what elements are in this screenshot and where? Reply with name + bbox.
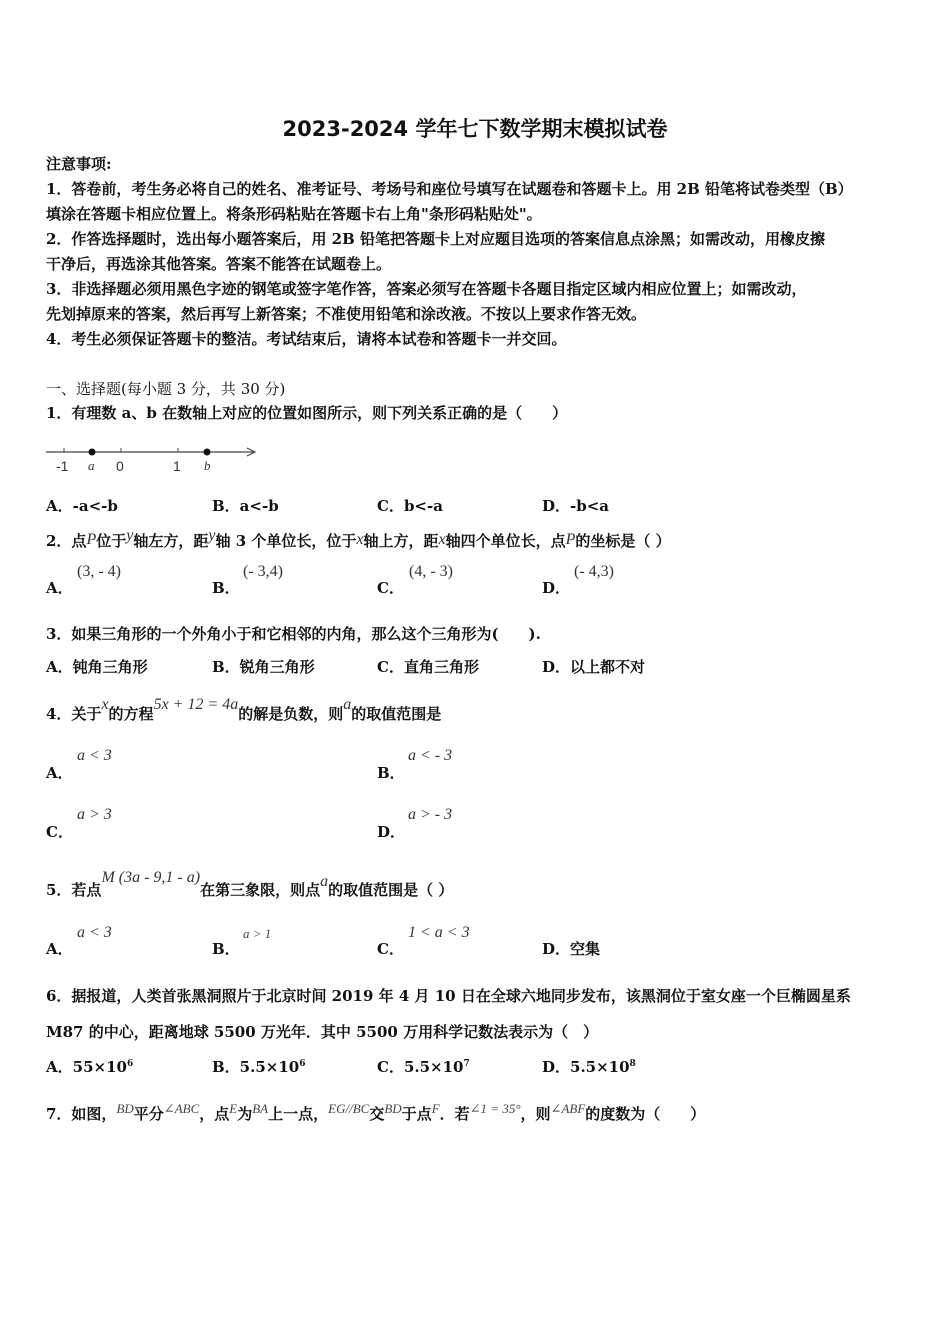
question-1-stem: 1．有理数 a、b 在数轴上对应的位置如图所示，则下列关系正确的是（ ） [46, 404, 568, 422]
label-a: a [88, 458, 95, 473]
q4-option-d[interactable]: a > - 3 [408, 806, 453, 823]
question-3-stem: 3．如果三角形的一个外角小于和它相邻的内角，那么这个三角形为( ). [46, 625, 541, 643]
q1-option-c[interactable]: C．b<-a [377, 497, 443, 515]
label-b: b [204, 458, 211, 473]
question-4-stem [46, 696, 442, 724]
angle-abf: ∠ABF [550, 1101, 586, 1116]
point-m-expression: M (3a - 9,1 - a) [101, 869, 201, 886]
q7-text: 于点 [401, 1105, 432, 1123]
q2-option-b-label[interactable]: B． [212, 579, 240, 597]
equation: 5x + 12 = 4a [153, 696, 239, 713]
point-b [204, 449, 211, 456]
q5-option-c[interactable]: 1 < a < 3 [408, 924, 470, 941]
q7-text: 7．如图， [46, 1105, 117, 1123]
q1-option-b[interactable]: B．a<-b [212, 497, 279, 515]
q4-text: 的方程 [108, 705, 154, 723]
q7-text: 上一点， [268, 1105, 329, 1123]
q6-option-a[interactable] [46, 1056, 133, 1077]
q3-option-a[interactable]: A．钝角三角形 [46, 658, 148, 676]
q2-option-d[interactable]: (- 4,3) [574, 563, 614, 580]
segment-bd: BD [384, 1101, 402, 1116]
q7-text: ．若 [439, 1105, 470, 1123]
q6-option-c-exponent: 7 [463, 1059, 470, 1069]
q6-option-c[interactable] [377, 1056, 470, 1077]
q2-text: 轴左方，距 [133, 532, 209, 550]
q5-text: 5．若点 [46, 881, 102, 899]
q6-option-d[interactable] [542, 1056, 636, 1077]
question-2-stem [46, 527, 671, 551]
page-title: 2023-2024 学年七下数学期末模拟试卷 [282, 117, 668, 141]
angle-1: ∠1 = 35° [469, 1101, 521, 1116]
q1-option-d[interactable]: D．-b<a [542, 497, 610, 515]
notice-line: 先划掉原来的答案，然后再写上新答案；不准使用铅笔和涂改液。不按以上要求作答无效。 [46, 305, 647, 323]
var-a: a [320, 873, 329, 890]
q5-option-b[interactable]: a > 1 [243, 926, 272, 941]
q5-option-b-label[interactable]: B． [212, 940, 240, 958]
q5-option-c-label[interactable]: C． [377, 940, 404, 958]
section-heading: 一、选择题(每小题 3 分，共 30 分) [46, 380, 286, 398]
q2-option-c-label[interactable]: C． [377, 579, 404, 597]
q2-text: 2．点 [46, 532, 87, 550]
var-x: x [101, 696, 109, 713]
notice-line: 2．作答选择题时，选出每小题答案后，用 2B 铅笔把答题卡上对应题目选项的答案信息点涂黑；如需改动，用橡皮擦 [46, 230, 826, 248]
q2-option-b[interactable]: (- 3,4) [243, 563, 283, 580]
var-x: x [356, 531, 364, 548]
q3-option-b[interactable]: B．锐角三角形 [212, 658, 315, 676]
q5-option-a[interactable]: a < 3 [77, 924, 112, 941]
question-6-stem-line1: 6．据报道，人类首张黑洞照片于北京时间 2019 年 4 月 10 日在全球六地同步发布，该黑洞位于室女座一个巨椭圆星系 [46, 987, 851, 1005]
question-7-stem [46, 1103, 705, 1124]
angle-abc: ∠ABC [163, 1101, 200, 1116]
q7-text: 为 [237, 1105, 253, 1123]
parallel-eg-bc: EG//BC [328, 1101, 370, 1116]
label-one: 1 [173, 458, 181, 474]
label-zero: 0 [116, 458, 124, 474]
q7-text: 的度数为（ ） [585, 1105, 706, 1123]
q7-text: 平分 [133, 1105, 164, 1123]
q4-option-c[interactable]: a > 3 [77, 806, 112, 823]
q4-text: 4．关于 [46, 705, 102, 723]
point-f: F [431, 1101, 440, 1116]
q1-option-a[interactable]: A．-a<-b [46, 497, 118, 515]
q3-option-d[interactable]: D．以上都不对 [542, 658, 646, 676]
q2-option-d-label[interactable]: D． [542, 579, 571, 597]
q6-option-d-exponent: 8 [629, 1059, 636, 1069]
q2-option-a-label[interactable]: A． [46, 579, 73, 597]
q6-option-b-base: B．5.5×10 [212, 1058, 300, 1076]
q6-option-c-base: C．5.5×10 [377, 1058, 464, 1076]
var-y: y [126, 527, 134, 544]
q4-text: 的解是负数，则 [238, 705, 344, 723]
notice-heading: 注意事项: [46, 155, 112, 173]
q4-option-c-label[interactable]: C． [46, 823, 73, 841]
q2-option-a[interactable]: (3, - 4) [77, 563, 121, 580]
var-p: P [86, 531, 97, 548]
q4-text: 的取值范围是 [351, 705, 442, 723]
q4-option-a-label[interactable]: A． [46, 764, 73, 782]
segment-ba: BA [252, 1101, 269, 1116]
var-p: P [565, 531, 576, 548]
q5-option-a-label[interactable]: A． [46, 940, 73, 958]
var-x: x [438, 531, 446, 548]
q4-option-d-label[interactable]: D． [377, 823, 406, 841]
notice-line: 干净后，再选涂其他答案。答案不能答在试题卷上。 [46, 255, 392, 273]
q2-text: 轴四个单位长，点 [445, 532, 566, 550]
number-line-figure [44, 440, 260, 476]
q5-text: 的取值范围是（ ） [328, 881, 454, 899]
q5-text: 在第三象限，则点 [200, 881, 321, 899]
q4-option-b[interactable]: a < - 3 [408, 747, 453, 764]
segment-bd: BD [116, 1101, 134, 1116]
question-6-stem-line2: M87 的中心，距离地球 5500 万光年．其中 5500 万用科学记数法表示为（ ） [46, 1023, 599, 1041]
q7-text: ，点 [199, 1105, 230, 1123]
q2-text: 轴 3 个单位长，位于 [215, 532, 357, 550]
q6-option-b[interactable] [212, 1056, 305, 1077]
notice-line: 填涂在答题卡相应位置上。将条形码粘贴在答题卡右上角"条形码粘贴处"。 [46, 205, 542, 223]
q5-option-d[interactable]: D．空集 [542, 940, 601, 958]
q6-option-a-base: A．55×10 [46, 1058, 127, 1076]
q4-option-b-label[interactable]: B． [377, 764, 405, 782]
q7-text: 交 [369, 1105, 385, 1123]
q2-text: 轴上方，距 [363, 532, 439, 550]
q2-text: 的坐标是（ ） [575, 532, 671, 550]
q2-text: 位于 [96, 532, 127, 550]
q2-option-c[interactable]: (4, - 3) [409, 563, 453, 580]
q6-option-b-exponent: 6 [299, 1059, 306, 1069]
point-e: E [229, 1101, 238, 1116]
q7-text: ，则 [520, 1105, 551, 1123]
label-minus-one: -1 [56, 458, 69, 474]
q6-option-d-base: D．5.5×10 [542, 1058, 630, 1076]
question-5-stem [46, 869, 454, 900]
notice-line: 1．答卷前，考生务必将自己的姓名、准考证号、考场号和座位号填写在试题卷和答题卡上。用 2B 铅笔将试卷类型（B） [46, 180, 853, 198]
var-y: y [208, 527, 216, 544]
q3-option-c[interactable]: C．直角三角形 [377, 658, 479, 676]
q4-option-a[interactable]: a < 3 [77, 747, 112, 764]
point-a [89, 449, 96, 456]
notice-line: 4．考生必须保证答题卡的整洁。考试结束后，请将本试卷和答题卡一并交回。 [46, 330, 567, 348]
notice-line: 3．非选择题必须用黑色字迹的钢笔或签字笔作答，答案必须写在答题卡各题目指定区域内相应位置上；如需改动， [46, 280, 807, 298]
var-a: a [343, 696, 352, 713]
q6-option-a-exponent: 6 [126, 1059, 134, 1069]
